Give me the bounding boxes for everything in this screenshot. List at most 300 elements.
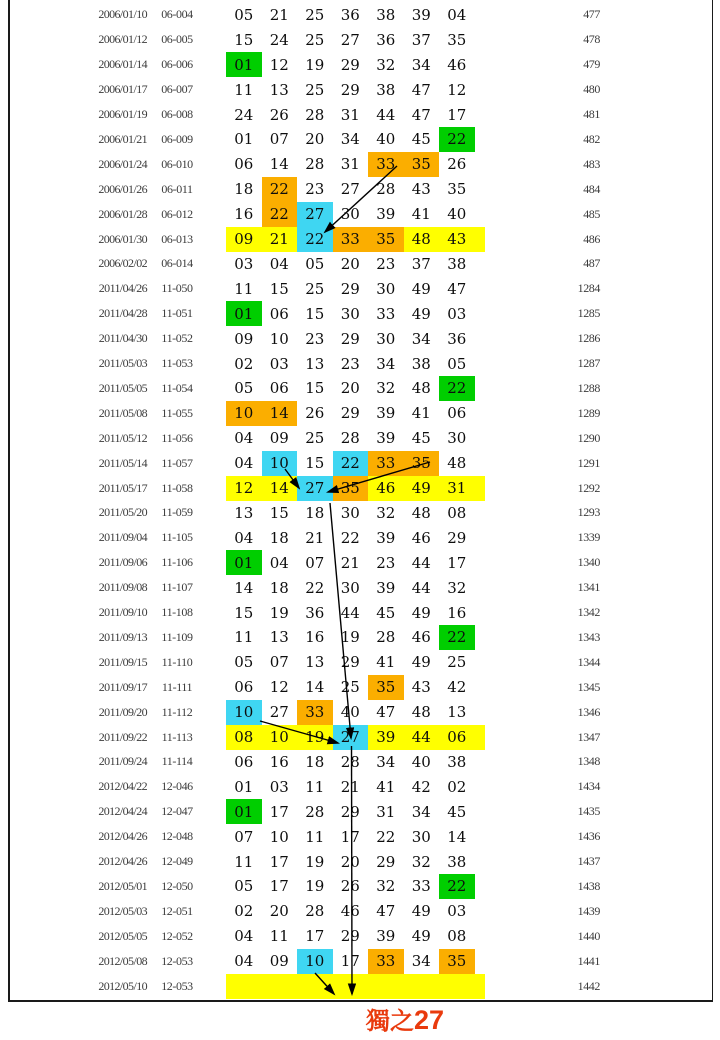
sequence-cell: 1286: [577, 331, 600, 346]
number-cell: 22: [262, 202, 298, 227]
date-cell: 2011/04/28: [98, 306, 147, 321]
number-cell: 39: [376, 927, 396, 946]
number-cell: 09: [234, 329, 254, 348]
table-row: [8, 77, 713, 102]
number-cell: 47: [411, 105, 431, 124]
table-row: [8, 451, 713, 476]
sequence-cell: 477: [583, 7, 600, 22]
date-cell: 2011/09/15: [98, 654, 147, 669]
date-cell: 2011/09/24: [98, 754, 147, 769]
date-cell: 2006/01/24: [98, 156, 147, 171]
number-cell: 03: [234, 254, 254, 273]
number-cell: 11: [234, 80, 254, 99]
number-cell: 03: [269, 354, 289, 373]
number-cell: 31: [340, 105, 360, 124]
number-cell: 22: [376, 827, 396, 846]
number-cell: 39: [376, 578, 396, 597]
number-cell: 33: [368, 949, 404, 974]
date-cell: 2011/09/08: [98, 580, 147, 595]
date-cell: 2012/04/26: [98, 829, 147, 844]
number-cell: 28: [305, 902, 325, 921]
draw-id-cell: 12-048: [161, 829, 193, 844]
number-cell: 48: [411, 230, 431, 249]
table-row: [8, 750, 713, 775]
number-cell: 29: [340, 653, 360, 672]
date-cell: 2011/09/06: [98, 555, 147, 570]
sequence-cell: 1291: [577, 455, 600, 470]
number-cell: 04: [234, 528, 254, 547]
draw-id-cell: 12-046: [161, 779, 193, 794]
table-row: [8, 351, 713, 376]
sequence-cell: 481: [583, 107, 600, 122]
number-cell: 14: [447, 827, 467, 846]
number-cell: 36: [376, 30, 396, 49]
number-cell: 05: [234, 877, 254, 896]
date-cell: 2011/09/04: [98, 530, 147, 545]
number-cell: 03: [447, 304, 467, 323]
number-cell: 32: [376, 55, 396, 74]
table-row: [8, 152, 713, 177]
number-cell: 19: [305, 55, 325, 74]
date-cell: 2006/01/26: [98, 181, 147, 196]
number-cell: 28: [376, 180, 396, 199]
number-cell: 12: [234, 479, 254, 498]
number-cell: 23: [376, 254, 396, 273]
number-cell: 34: [411, 802, 431, 821]
number-cell: 11: [234, 279, 254, 298]
draw-id-cell: 11-112: [161, 704, 193, 719]
number-cell: 12: [447, 80, 467, 99]
sequence-cell: 1285: [577, 306, 600, 321]
number-cell: 35: [368, 675, 404, 700]
number-cell: 06: [269, 304, 289, 323]
number-cell: 01: [234, 130, 254, 149]
number-cell: 23: [340, 354, 360, 373]
number-cell: 33: [333, 227, 369, 252]
number-cell: 09: [234, 230, 254, 249]
number-cell: 17: [269, 877, 289, 896]
draw-id-cell: 11-058: [161, 480, 193, 495]
number-cell: 23: [376, 553, 396, 572]
table-row: [8, 252, 713, 277]
number-cell: 20: [340, 379, 360, 398]
number-cell: 35: [447, 180, 467, 199]
date-cell: 2006/02/02: [98, 256, 147, 271]
number-cell: 28: [305, 155, 325, 174]
number-cell: 25: [305, 30, 325, 49]
draw-id-cell: 06-004: [161, 7, 193, 22]
date-cell: 2006/01/30: [98, 231, 147, 246]
draw-id-cell: 06-007: [161, 82, 193, 97]
number-cell: 01: [226, 52, 262, 77]
number-cell: [333, 974, 369, 999]
number-cell: 34: [376, 354, 396, 373]
number-cell: 05: [447, 354, 467, 373]
number-cell: 34: [411, 952, 431, 971]
number-cell: 35: [404, 152, 440, 177]
table-row: [8, 52, 713, 77]
table-row: [8, 600, 713, 625]
number-cell: 22: [439, 625, 475, 650]
draw-id-cell: 06-005: [161, 32, 193, 47]
table-row: [8, 276, 713, 301]
table-row: [8, 849, 713, 874]
number-cell: 04: [447, 5, 467, 24]
number-cell: 11: [305, 777, 325, 796]
number-cell: 03: [269, 777, 289, 796]
number-cell: 17: [269, 802, 289, 821]
sequence-cell: 487: [583, 256, 600, 271]
draw-id-cell: 11-110: [161, 654, 193, 669]
date-cell: 2006/01/14: [98, 57, 147, 72]
number-cell: 47: [447, 279, 467, 298]
date-cell: 2011/09/10: [98, 605, 147, 620]
number-cell: 49: [411, 479, 431, 498]
number-cell: 34: [340, 130, 360, 149]
number-cell: 08: [234, 728, 254, 747]
draw-id-cell: 11-108: [161, 605, 193, 620]
number-cell: 49: [411, 279, 431, 298]
sequence-cell: 1289: [577, 405, 600, 420]
number-cell: 13: [269, 628, 289, 647]
date-cell: 2011/05/20: [98, 505, 147, 520]
number-cell: 22: [439, 874, 475, 899]
number-cell: 30: [376, 329, 396, 348]
number-cell: 22: [439, 127, 475, 152]
number-cell: 18: [234, 180, 254, 199]
draw-id-cell: 12-049: [161, 854, 193, 869]
table-row: [8, 575, 713, 600]
number-cell: 29: [340, 55, 360, 74]
draw-id-cell: 06-014: [161, 256, 193, 271]
draw-id-cell: 11-113: [161, 729, 193, 744]
sequence-cell: 1439: [577, 903, 600, 918]
number-cell: 36: [447, 329, 467, 348]
number-cell: 29: [340, 279, 360, 298]
date-cell: 2011/04/26: [98, 281, 147, 296]
date-cell: 2011/05/08: [98, 405, 147, 420]
date-cell: 2011/04/30: [98, 331, 147, 346]
number-cell: 10: [269, 728, 289, 747]
number-cell: 44: [411, 578, 431, 597]
sequence-cell: 479: [583, 57, 600, 72]
draw-id-cell: 11-111: [161, 679, 193, 694]
number-cell: 36: [340, 5, 360, 24]
number-cell: 39: [376, 429, 396, 448]
draw-id-cell: 11-055: [161, 405, 193, 420]
number-cell: 07: [269, 653, 289, 672]
number-cell: 10: [269, 329, 289, 348]
number-cell: 15: [269, 503, 289, 522]
number-cell: [439, 974, 475, 999]
number-cell: 45: [376, 603, 396, 622]
number-cell: 05: [234, 653, 254, 672]
number-cell: 47: [376, 703, 396, 722]
date-cell: 2012/05/01: [98, 878, 147, 893]
number-cell: 25: [447, 653, 467, 672]
number-cell: 14: [262, 401, 298, 426]
number-cell: 05: [305, 254, 325, 273]
date-cell: 2011/05/03: [98, 356, 147, 371]
number-cell: 19: [305, 728, 325, 747]
number-cell: 20: [305, 130, 325, 149]
number-cell: 02: [234, 354, 254, 373]
number-cell: 33: [411, 877, 431, 896]
table-row: [8, 127, 713, 152]
table-row: [8, 376, 713, 401]
number-cell: 42: [447, 678, 467, 697]
number-cell: 06: [269, 379, 289, 398]
sequence-cell: 1288: [577, 380, 600, 395]
number-cell: 38: [447, 752, 467, 771]
number-cell: 25: [305, 429, 325, 448]
number-cell: 15: [305, 454, 325, 473]
number-cell: 17: [340, 952, 360, 971]
sequence-cell: 484: [583, 181, 600, 196]
sequence-cell: 1442: [577, 978, 600, 993]
number-cell: 49: [411, 927, 431, 946]
sequence-cell: 485: [583, 206, 600, 221]
number-cell: 41: [411, 404, 431, 423]
number-cell: 17: [305, 927, 325, 946]
number-cell: 11: [234, 628, 254, 647]
draw-id-cell: 12-053: [161, 978, 193, 993]
date-cell: 2006/01/17: [98, 82, 147, 97]
date-cell: 2012/04/24: [98, 804, 147, 819]
draw-id-cell: 12-047: [161, 804, 193, 819]
number-cell: 28: [305, 105, 325, 124]
number-cell: 18: [305, 752, 325, 771]
number-cell: 29: [376, 852, 396, 871]
date-cell: 2011/05/14: [98, 455, 147, 470]
footer-note: [300, 1004, 510, 1038]
number-cell: 26: [305, 404, 325, 423]
number-cell: 35: [447, 30, 467, 49]
number-cell: 23: [305, 180, 325, 199]
number-cell: 30: [376, 279, 396, 298]
number-cell: 48: [411, 703, 431, 722]
number-cell: 40: [411, 752, 431, 771]
number-cell: 29: [340, 802, 360, 821]
sequence-cell: 1440: [577, 928, 600, 943]
number-cell: 01: [234, 777, 254, 796]
number-cell: 47: [411, 80, 431, 99]
number-cell: 11: [234, 852, 254, 871]
number-cell: 16: [447, 603, 467, 622]
number-cell: 27: [333, 725, 369, 750]
number-cell: 45: [447, 802, 467, 821]
sequence-cell: 1436: [577, 829, 600, 844]
number-cell: 12: [269, 55, 289, 74]
number-cell: 10: [262, 451, 298, 476]
table-row: [8, 426, 713, 451]
number-cell: 22: [439, 376, 475, 401]
number-cell: 32: [376, 877, 396, 896]
number-cell: 07: [305, 553, 325, 572]
date-cell: 2011/09/22: [98, 729, 147, 744]
sequence-cell: 1293: [577, 505, 600, 520]
number-cell: 21: [340, 553, 360, 572]
number-cell: 30: [411, 827, 431, 846]
number-cell: 27: [340, 180, 360, 199]
number-cell: 32: [411, 852, 431, 871]
number-cell: 30: [340, 205, 360, 224]
number-cell: 29: [340, 927, 360, 946]
number-cell: 29: [340, 404, 360, 423]
draw-id-cell: 06-009: [161, 131, 193, 146]
sequence-cell: 1347: [577, 729, 600, 744]
number-cell: 21: [269, 5, 289, 24]
table-row: [8, 924, 713, 949]
number-cell: 49: [411, 603, 431, 622]
number-cell: 06: [234, 678, 254, 697]
number-cell: 23: [305, 329, 325, 348]
draw-id-cell: 12-050: [161, 878, 193, 893]
number-cell: 04: [234, 952, 254, 971]
sequence-cell: 1340: [577, 555, 600, 570]
number-cell: 44: [340, 603, 360, 622]
number-cell: 16: [269, 752, 289, 771]
number-cell: 06: [234, 752, 254, 771]
number-cell: 17: [340, 827, 360, 846]
number-cell: 41: [376, 777, 396, 796]
number-cell: 24: [234, 105, 254, 124]
date-cell: 2011/05/17: [98, 480, 147, 495]
number-cell: 33: [368, 451, 404, 476]
number-cell: 48: [411, 379, 431, 398]
draw-id-cell: 11-059: [161, 505, 193, 520]
number-cell: 17: [269, 852, 289, 871]
table-row: [8, 501, 713, 526]
number-cell: 38: [447, 254, 467, 273]
number-cell: 18: [305, 503, 325, 522]
table-row: [8, 874, 713, 899]
date-cell: 2012/04/26: [98, 854, 147, 869]
number-cell: 17: [447, 553, 467, 572]
number-cell: 31: [447, 479, 467, 498]
draw-id-cell: 11-105: [161, 530, 193, 545]
number-cell: 17: [447, 105, 467, 124]
number-cell: 14: [269, 155, 289, 174]
number-cell: 39: [376, 728, 396, 747]
number-cell: 06: [234, 155, 254, 174]
date-cell: 2011/05/05: [98, 380, 147, 395]
date-cell: 2006/01/28: [98, 206, 147, 221]
number-cell: 26: [269, 105, 289, 124]
footer-number: 27: [413, 1005, 445, 1035]
number-cell: 22: [340, 528, 360, 547]
date-cell: 2011/09/13: [98, 629, 147, 644]
number-cell: 32: [447, 578, 467, 597]
sequence-cell: 480: [583, 82, 600, 97]
table-row: [8, 3, 713, 28]
number-cell: 28: [340, 429, 360, 448]
number-cell: 22: [333, 451, 369, 476]
draw-id-cell: 12-052: [161, 928, 193, 943]
number-cell: 24: [269, 30, 289, 49]
number-cell: 20: [269, 902, 289, 921]
number-cell: 15: [305, 304, 325, 323]
number-cell: 46: [340, 902, 360, 921]
draw-id-cell: 11-054: [161, 380, 193, 395]
sequence-cell: 1342: [577, 605, 600, 620]
table-row: [8, 725, 713, 750]
number-cell: [297, 974, 333, 999]
number-cell: 29: [340, 329, 360, 348]
number-cell: 07: [269, 130, 289, 149]
number-cell: 11: [305, 827, 325, 846]
number-cell: 16: [234, 205, 254, 224]
number-cell: 30: [447, 429, 467, 448]
number-cell: 13: [305, 653, 325, 672]
number-cell: 21: [340, 777, 360, 796]
sequence-cell: 483: [583, 156, 600, 171]
number-cell: 07: [234, 827, 254, 846]
number-cell: 15: [269, 279, 289, 298]
sequence-cell: 1290: [577, 430, 600, 445]
number-cell: 21: [305, 528, 325, 547]
table-row: [8, 401, 713, 426]
number-cell: 25: [305, 279, 325, 298]
number-cell: 48: [447, 454, 467, 473]
number-cell: 28: [305, 802, 325, 821]
sequence-cell: 1345: [577, 679, 600, 694]
number-cell: 40: [376, 130, 396, 149]
table-row: [8, 550, 713, 575]
number-cell: 09: [269, 429, 289, 448]
number-cell: 25: [305, 5, 325, 24]
number-cell: 49: [411, 902, 431, 921]
number-cell: 28: [376, 628, 396, 647]
number-cell: 19: [305, 852, 325, 871]
draw-id-cell: 11-057: [161, 455, 193, 470]
number-cell: 30: [340, 578, 360, 597]
number-cell: 08: [447, 503, 467, 522]
number-cell: 35: [404, 451, 440, 476]
number-cell: 38: [376, 80, 396, 99]
number-cell: 43: [411, 180, 431, 199]
sequence-cell: 1346: [577, 704, 600, 719]
table-row: [8, 899, 713, 924]
number-cell: 27: [269, 703, 289, 722]
number-cell: 19: [305, 877, 325, 896]
date-cell: 2006/01/21: [98, 131, 147, 146]
number-cell: 40: [447, 205, 467, 224]
number-cell: 34: [411, 55, 431, 74]
number-cell: 15: [305, 379, 325, 398]
draw-id-cell: 11-053: [161, 356, 193, 371]
sequence-cell: 1343: [577, 629, 600, 644]
number-cell: 10: [297, 949, 333, 974]
number-cell: 33: [368, 152, 404, 177]
number-cell: 18: [269, 578, 289, 597]
draw-id-cell: 06-010: [161, 156, 193, 171]
number-cell: 08: [447, 927, 467, 946]
table-row: [8, 949, 713, 974]
table-row: [8, 177, 713, 202]
number-cell: 46: [376, 479, 396, 498]
number-cell: 31: [340, 155, 360, 174]
draw-id-cell: 06-012: [161, 206, 193, 221]
number-cell: 30: [340, 304, 360, 323]
draw-id-cell: 12-051: [161, 903, 193, 918]
date-cell: 2006/01/10: [98, 7, 147, 22]
number-cell: 10: [226, 700, 262, 725]
number-cell: 42: [411, 777, 431, 796]
number-cell: 13: [269, 80, 289, 99]
table-row: [8, 799, 713, 824]
number-cell: 35: [439, 949, 475, 974]
